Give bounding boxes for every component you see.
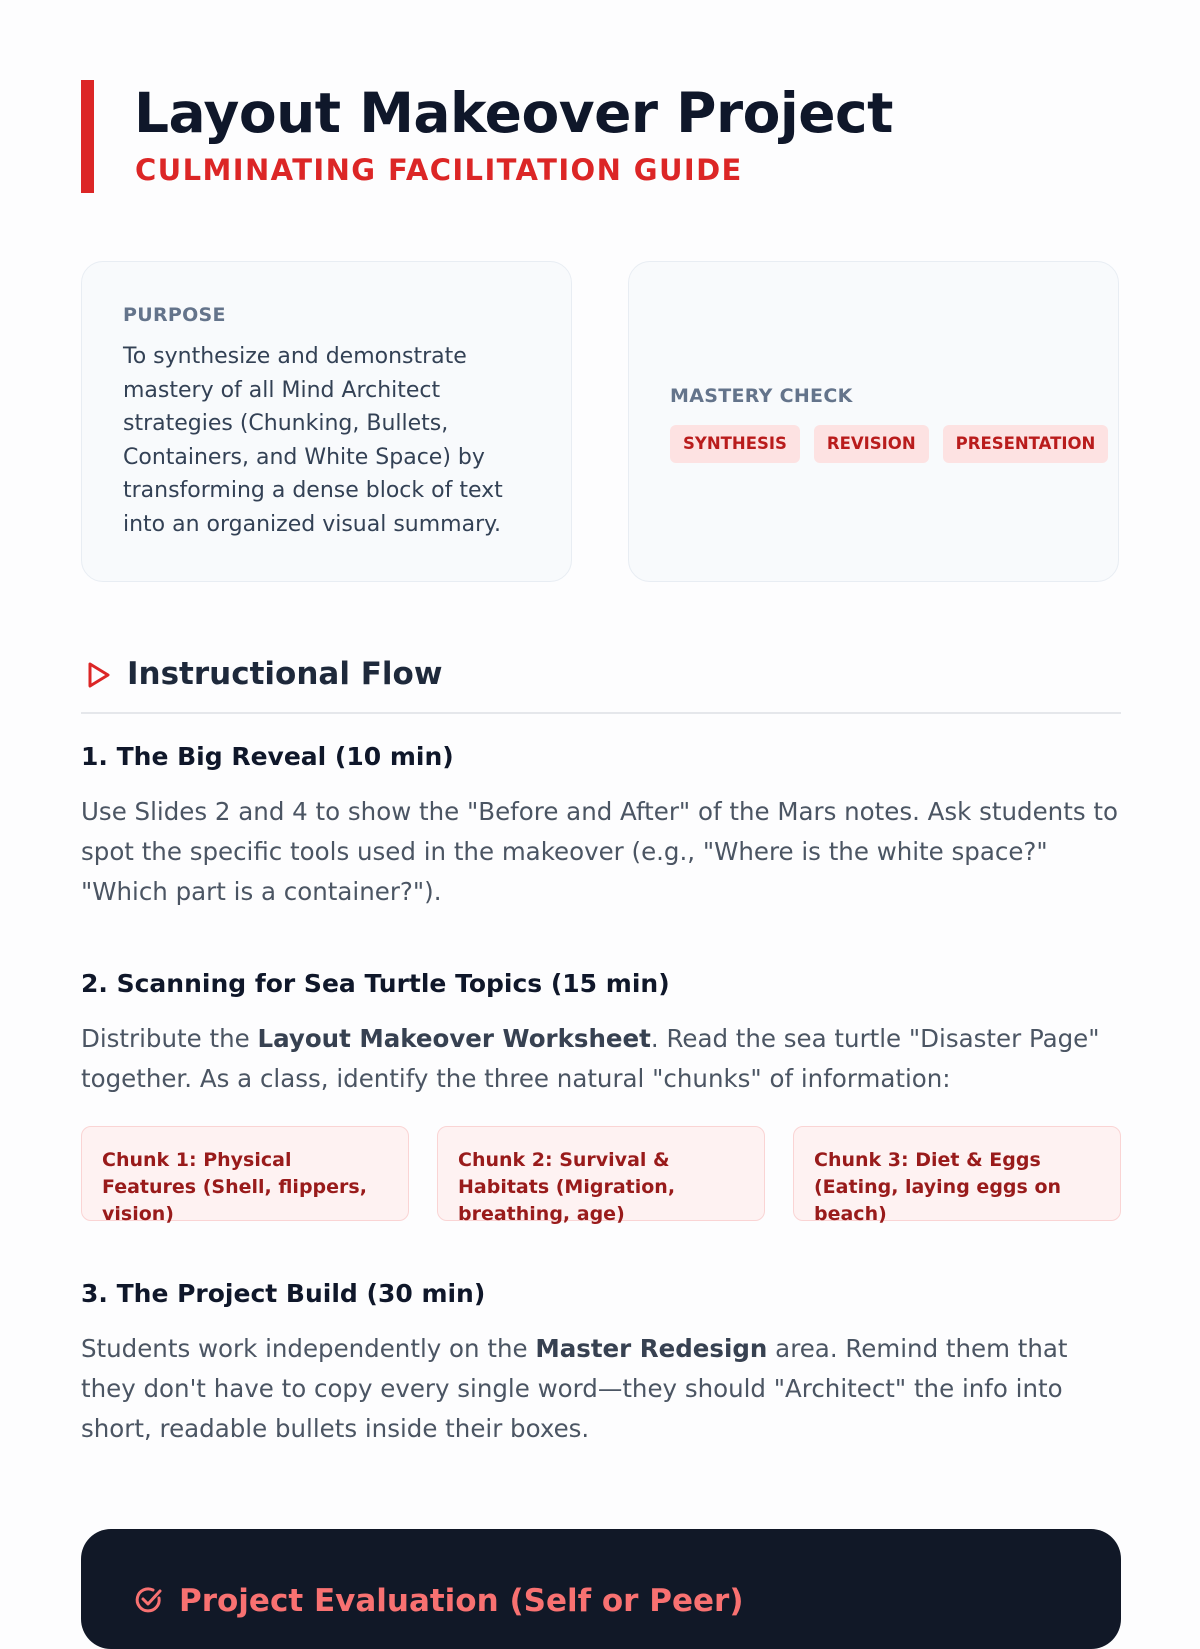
project-evaluation-panel	[81, 1529, 1121, 1649]
step-1-body: Use Slides 2 and 4 to show the "Before and After" of the Mars notes. Ask students to spot the specific tools used in the makeover (e.g., "Where is the white space?" "Which part is a container?").	[81, 797, 1118, 906]
mastery-check-card	[628, 261, 1119, 582]
instructional-flow-header	[81, 652, 1121, 714]
purpose-label: PURPOSE	[123, 304, 226, 326]
page-header	[81, 80, 1121, 193]
step-1-title: 1. The Big Reveal (10 min)	[81, 742, 454, 771]
step-3-body-post: area. Remind them that they don't have to copy every single word—they should "Architect" the info into short, readable bullets inside their boxes.	[81, 1334, 1068, 1443]
step-3-title: 3. The Project Build (30 min)	[81, 1279, 486, 1308]
chunk-card-3: Chunk 3: Diet & Eggs (Eating, laying eggs on beach)	[793, 1126, 1121, 1221]
step-3-body-bold: Master Redesign	[535, 1334, 768, 1363]
check-circle-icon	[133, 1585, 163, 1615]
page-subtitle: CULMINATING FACILITATION GUIDE	[135, 153, 743, 187]
tag-synthesis: SYNTHESIS	[670, 425, 800, 463]
step-2-body-pre: Distribute the	[81, 1024, 258, 1053]
step-2-body-bold: Layout Makeover Worksheet	[257, 1024, 651, 1053]
tag-revision: REVISION	[814, 425, 929, 463]
step-2-title: 2. Scanning for Sea Turtle Topics (15 min)	[81, 969, 670, 998]
section-title: Instructional Flow	[127, 656, 443, 692]
page-title: Layout Makeover Project	[134, 81, 893, 145]
chunk-card-1: Chunk 1: Physical Features (Shell, flippers, vision)	[81, 1126, 409, 1221]
purpose-card	[81, 261, 572, 582]
mastery-check-label: MASTERY CHECK	[670, 385, 853, 407]
step-2-body	[81, 1019, 1121, 1099]
step-3-body-pre: Students work independently on the	[81, 1334, 536, 1363]
header-accent-bar	[81, 80, 94, 193]
chunk-list	[81, 1126, 1121, 1225]
step-2-body-post: . Read the sea turtle "Disaster Page" together. As a class, identify the three natural "chunks" of information:	[81, 1024, 1100, 1093]
play-icon	[83, 660, 113, 690]
purpose-text: To synthesize and demonstrate mastery of all Mind Architect strategies (Chunking, Bullets, Containers, and White Space) by transforming a dense block of text into an organized visual summary.	[123, 344, 503, 537]
tag-presentation: PRESENTATION	[943, 425, 1109, 463]
facilitation-guide-page	[81, 0, 1121, 1619]
mastery-tags	[670, 425, 1108, 463]
evaluation-title: Project Evaluation (Self or Peer)	[179, 1583, 744, 1619]
chunk-card-2: Chunk 2: Survival & Habitats (Migration, breathing, age)	[437, 1126, 765, 1221]
step-3-body	[81, 1329, 1121, 1449]
